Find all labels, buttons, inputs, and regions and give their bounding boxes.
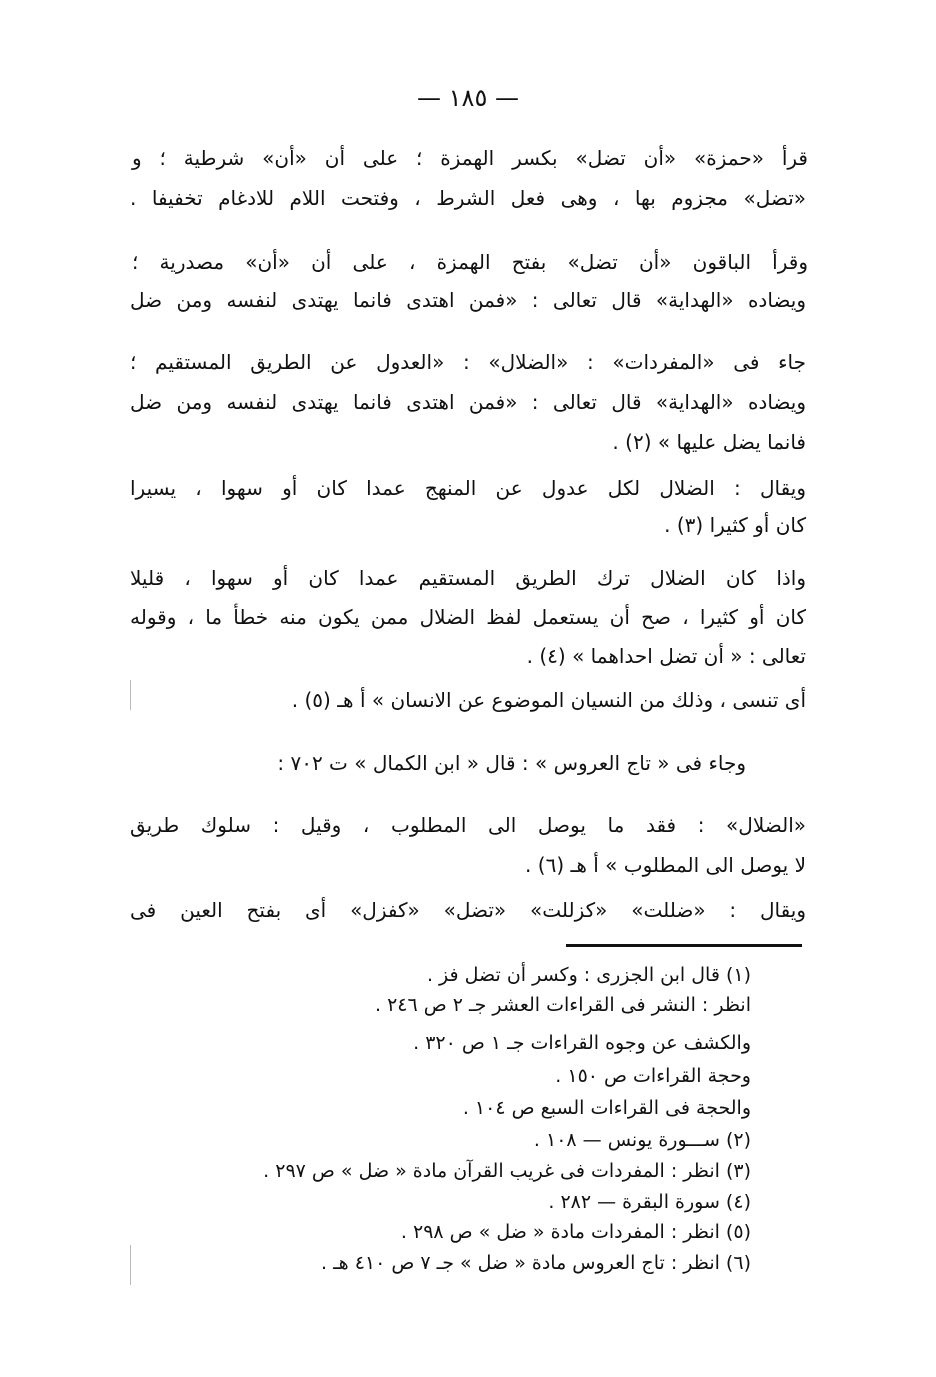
body-line: «الضلال» : فقد ما يوصل الى المطلوب ، وقيل : سلوك طريق [130, 813, 806, 837]
footnote-separator [566, 944, 802, 947]
footnote-line: (٢) ســـورة يونس — ١٠٨ . [533, 1129, 751, 1151]
scan-mark [130, 1245, 131, 1285]
body-line: تعالى : « أن تضل احداهما » (٤) . [526, 644, 806, 668]
body-line: ويقال : «ضللت» «كزللت» «تضل» «كفزل» أى بفتح العين فى [130, 898, 806, 922]
body-line: كان أو كثيرا (٣) . [664, 513, 806, 537]
body-line: لا يوصل الى المطلوب » أ هـ (٦) . [525, 853, 806, 877]
body-line: أى تنسى ، وذلك من النسيان الموضوع عن الانسان » أ هـ (٥) . [291, 688, 806, 712]
page-number: — ١٨٥ — [417, 84, 519, 112]
footnote-line: انظر : النشر فى القراءات العشر جـ ٢ ص ٢٤٦ . [375, 994, 751, 1016]
body-line: وقرأ الباقون «أن تضل» بفتح الهمزة ، على أن «أن» مصدرية ؛ [132, 250, 808, 274]
body-line: ويضاده «الهداية» قال تعالى : «فمن اهتدى فانما يهتدى لنفسه ومن ضل [130, 288, 806, 312]
footnote-line: (٥) انظر : المفردات مادة « ضل » ص ٢٩٨ . [400, 1221, 751, 1243]
scan-mark [130, 680, 131, 710]
footnote-line: وحجة القراءات ص ١٥٠ . [555, 1065, 751, 1087]
body-line: ويقال : الضلال لكل عدول عن المنهج عمدا كان أو سهوا ، يسيرا [130, 476, 806, 500]
body-line: كان أو كثيرا ، صح أن يستعمل لفظ الضلال ممن يكون منه خطأ ما ، وقوله [130, 605, 806, 629]
footnote-line: والحجة فى القراءات السبع ص ١٠٤ . [462, 1097, 751, 1119]
footnote-line: (١) قال ابن الجزرى : وكسر أن تضل فز . [426, 964, 751, 986]
body-line: قرأ «حمزة» «أن تضل» بكسر الهمزة ؛ على أن «أن» شرطية ؛ و [132, 146, 808, 170]
footnote-line: (٣) انظر : المفردات فى غريب القرآن مادة « ضل » ص ٢٩٧ . [263, 1160, 751, 1182]
body-line: جاء فى «المفردات» : «الضلال» : «العدول عن الطريق المستقيم ؛ [130, 350, 806, 374]
body-line: فانما يضل عليها » (٢) . [612, 430, 806, 454]
body-line: واذا كان الضلال ترك الطريق المستقيم عمدا كان أو سهوا ، قليلا [130, 566, 806, 590]
footnote-line: (٦) انظر : تاج العروس مادة « ضل » جـ ٧ ص ٤١٠ هـ . [320, 1252, 751, 1274]
footnote-line: (٤) سورة البقرة — ٢٨٢ . [548, 1191, 751, 1213]
footnote-line: والكشف عن وجوه القراءات جـ ١ ص ٣٢٠ . [413, 1032, 751, 1054]
body-line: وجاء فى « تاج العروس » : قال « ابن الكمال » ت ٧٠٢ : [277, 751, 746, 775]
body-line: «تضل» مجزوم بها ، وهى فعل الشرط ، وفتحت اللام للادغام تخفيفا . [130, 186, 806, 210]
body-line: ويضاده «الهداية» قال تعالى : «فمن اهتدى فانما يهتدى لنفسه ومن ضل [130, 390, 806, 414]
